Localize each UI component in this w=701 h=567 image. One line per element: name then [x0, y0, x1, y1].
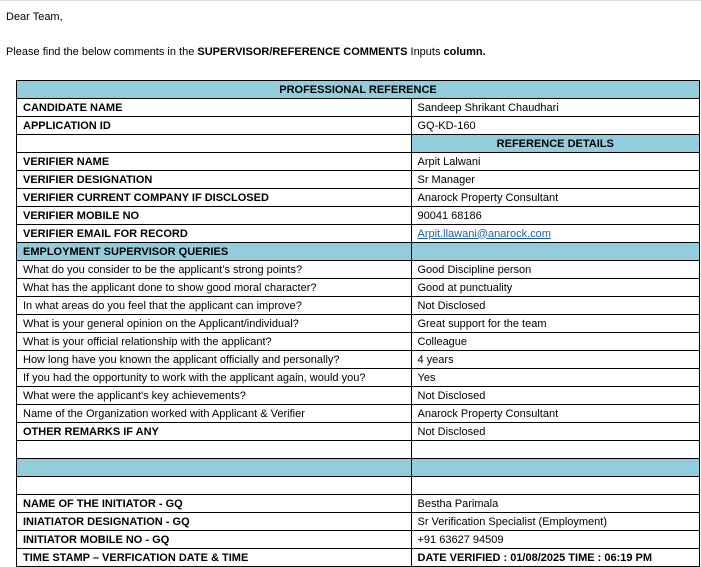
query-row-label: What do you consider to be the applicant's strong points? [17, 261, 412, 279]
query-row-label: In what areas do you feel that the applicant can improve? [17, 297, 412, 315]
query-row-label: Name of the Organization worked with Applicant & Verifier [17, 405, 412, 423]
query-row-label: What is your general opinion on the Applicant/individual? [17, 315, 412, 333]
spacer-row-label [17, 441, 412, 459]
verifier-row-label: VERIFIER CURRENT COMPANY IF DISCLOSED [17, 189, 412, 207]
verifier-email-row-value [411, 225, 700, 243]
query-row-label: What has the applicant done to show good moral character? [17, 279, 412, 297]
intro-bold-end: column. [443, 46, 486, 58]
spacer-row-2 [17, 477, 700, 495]
greeting-text: Dear Team, [6, 11, 63, 23]
query-row-value: Yes [411, 369, 700, 387]
supervisor-heading-row-value [411, 243, 700, 261]
intro-middle: Inputs [407, 46, 444, 58]
initiator-row-value: DATE VERIFIED : 01/08/2025 TIME : 06:19 PM [411, 549, 700, 567]
candidate-row [17, 99, 700, 117]
table-title: PROFESSIONAL REFERENCE [17, 81, 700, 99]
verifier-row-value: Anarock Property Consultant [411, 189, 700, 207]
verifier-row [17, 153, 700, 171]
initiator-row-label: NAME OF THE INITIATOR - GQ [17, 495, 412, 513]
spacer-row-2-label [17, 477, 412, 495]
query-row [17, 315, 700, 333]
verifier-row [17, 189, 700, 207]
query-row-label: What is your official relationship with the applicant? [17, 333, 412, 351]
initiator-row-label: INIATIATOR DESIGNATION - GQ [17, 513, 412, 531]
candidate-row-label: CANDIDATE NAME [17, 99, 412, 117]
spacer-blue-row-value [411, 459, 700, 477]
verifier-row [17, 171, 700, 189]
query-row [17, 351, 700, 369]
query-row-value: Colleague [411, 333, 700, 351]
verifier-email-link[interactable]: Arpit.llawani@anarock.com [417, 227, 551, 240]
query-row [17, 261, 700, 279]
query-row-value: Great support for the team [411, 315, 700, 333]
reference-details-row [17, 135, 700, 153]
candidate-row-value: Sandeep Shrikant Chaudhari [411, 99, 700, 117]
reference-details-row-value: REFERENCE DETAILS [411, 135, 700, 153]
initiator-row [17, 549, 700, 567]
verifier-row-value: Arpit Lalwani [411, 153, 700, 171]
candidate-row [17, 117, 700, 135]
spacer-row-value [411, 441, 700, 459]
other-remarks-row-label: OTHER REMARKS IF ANY [17, 423, 412, 441]
title-row [17, 81, 700, 99]
verifier-row-label: VERIFIER NAME [17, 153, 412, 171]
spacer-blue-row [17, 459, 700, 477]
candidate-row-label: APPLICATION ID [17, 117, 412, 135]
verifier-row-value: Sr Manager [411, 171, 700, 189]
intro-bold-part: SUPERVISOR/REFERENCE COMMENTS [197, 46, 408, 58]
spacer-blue-row-label [17, 459, 412, 477]
spacer-row-2-value [411, 477, 700, 495]
initiator-row-value: Bestha Parimala [411, 495, 700, 513]
supervisor-heading-row [17, 243, 700, 261]
initiator-row [17, 531, 700, 549]
reference-table [16, 80, 700, 567]
top-divider [0, 0, 701, 1]
spacer-row [17, 441, 700, 459]
query-row-value: Not Disclosed [411, 297, 700, 315]
query-row-value: Anarock Property Consultant [411, 405, 700, 423]
verifier-email-row-label: VERIFIER EMAIL FOR RECORD [17, 225, 412, 243]
initiator-row-value: +91 63627 94509 [411, 531, 700, 549]
initiator-row-label: INITIATOR MOBILE NO - GQ [17, 531, 412, 549]
query-row [17, 279, 700, 297]
other-remarks-row [17, 423, 700, 441]
supervisor-heading-row-label: EMPLOYMENT SUPERVISOR QUERIES [17, 243, 412, 261]
initiator-row [17, 513, 700, 531]
query-row [17, 333, 700, 351]
reference-table-body [17, 81, 700, 567]
verifier-email-row [17, 225, 700, 243]
intro-prefix: Please find the below comments in the [6, 46, 198, 58]
verifier-row-value: 90041 68186 [411, 207, 700, 225]
query-row-value: Good at punctuality [411, 279, 700, 297]
query-row-value: 4 years [411, 351, 700, 369]
query-row-value: Not Disclosed [411, 387, 700, 405]
query-row-label: How long have you known the applicant officially and personally? [17, 351, 412, 369]
query-row [17, 297, 700, 315]
query-row [17, 387, 700, 405]
verifier-row-label: VERIFIER DESIGNATION [17, 171, 412, 189]
verifier-row-label: VERIFIER MOBILE NO [17, 207, 412, 225]
query-row [17, 369, 700, 387]
query-row-value: Good Discipline person [411, 261, 700, 279]
query-row [17, 405, 700, 423]
initiator-row [17, 495, 700, 513]
intro-text [6, 46, 486, 58]
query-row-label: What were the applicant's key achievements? [17, 387, 412, 405]
reference-details-row-label [17, 135, 412, 153]
initiator-row-value: Sr Verification Specialist (Employment) [411, 513, 700, 531]
candidate-row-value: GQ-KD-160 [411, 117, 700, 135]
initiator-row-label: TIME STAMP – VERFICATION DATE & TIME [17, 549, 412, 567]
query-row-label: If you had the opportunity to work with the applicant again, would you? [17, 369, 412, 387]
verifier-row [17, 207, 700, 225]
other-remarks-row-value: Not Disclosed [411, 423, 700, 441]
